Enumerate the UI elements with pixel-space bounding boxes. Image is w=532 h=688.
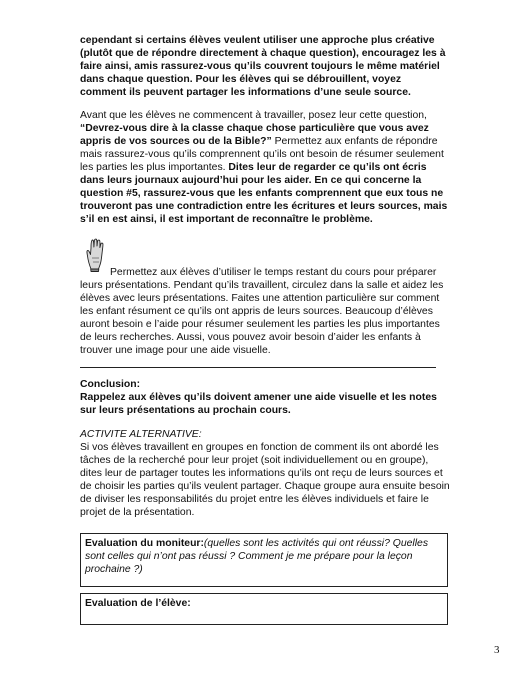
paragraph-2-intro: Avant que les élèves ne commencent à travailler, posez leur cette question, [80, 110, 427, 121]
document-page [80, 34, 450, 625]
monitor-evaluation-prompt: (quelles sont les activités qui ont réussi? Quelles sont celles qui n’ont pas réussi ? Comment je me prépare pour la leçon prochaine ?) [85, 538, 429, 575]
paragraph-2-bold-end: Dites leur de regarder ce qu’ils ont écris dans leurs journaux aujourd’hui pour les aider. En ce qui concerne la question #5, rassurez-vous que les enfants comprennent que eux tous ne trouveront pas une contradiction entre les écritures et leurs sources, mais s’il en est ainsi, il est important de reconnaître le problème. [80, 162, 448, 225]
section-divider [80, 367, 436, 368]
paragraph-1-bold: cependant si certains élèves veulent utiliser une approche plus créative (plutôt que de répondre directement à chaque question), encouragez les à faire ainsi, amis rassurez-vous qu’ils couvrent toujours le même matériel dans chaque question. Pour les élèves qui se débrouillent, voyez comment ils peuvent partager les informations d’une seule source. [80, 35, 446, 98]
paragraph-3: Permettez aux élèves d’utiliser le temps restant du cours pour préparer leurs présentations. Pendant qu’ils travaillent, circulez dans la salle et aidez les élèves avec leurs présentations. Faites une attention particulière sur comment les enfant résument ce qu’ils ont appris de leurs sources. Beaucoup d’élèves auront besoin e l’aide pour résumer seulement les parties les plus importantes de leurs recherches. Aussi, vous pouvez avoir besoin d’aider les enfants à trouver une image pour une aide visuelle. [80, 267, 444, 356]
page-number: 3 [494, 644, 500, 656]
paragraph-2-middle: Permettez aux enfants de répondre mais rassurez-vous qu’ils comprennent qu’ils ont besoin de résumer seulement les parties les plus importantes. [80, 136, 444, 173]
paragraph-2 [80, 109, 450, 226]
alternative-activity-title: ACTIVITE ALTERNATIVE: [80, 429, 202, 440]
paragraph-2-question: “Devrez-vous dire à la classe chaque chose particulière que vous avez appris de vos sources ou de la Bible?” [80, 123, 429, 147]
alternative-activity-body: Si vos élèves travaillent en groupes en fonction de comment ils ont abordé les tâches de la recherché pour leur projet (soit individuellement ou en groupe), dites leur de partager toutes les informations qu’ils ont reçu de leurs sources et de choisir les parties qu’ils veulent partager. Chaque groupe aura ensuite besoin de diviser les responsabilités du projet entre les élèves individuels et faire le projet de la présentation. [80, 442, 450, 518]
conclusion-body: Rappelez aux élèves qu’ils doivent amener une aide visuelle et les notes sur leurs présentations au prochain cours. [80, 392, 437, 416]
paragraph-1 [80, 34, 450, 99]
monitor-evaluation-label: Evaluation du moniteur: [85, 538, 204, 549]
student-evaluation-label: Evaluation de l’élève: [85, 598, 191, 609]
conclusion-title: Conclusion: [80, 379, 141, 390]
student-evaluation-box[interactable] [80, 593, 448, 625]
monitor-evaluation-box[interactable] [80, 533, 448, 587]
